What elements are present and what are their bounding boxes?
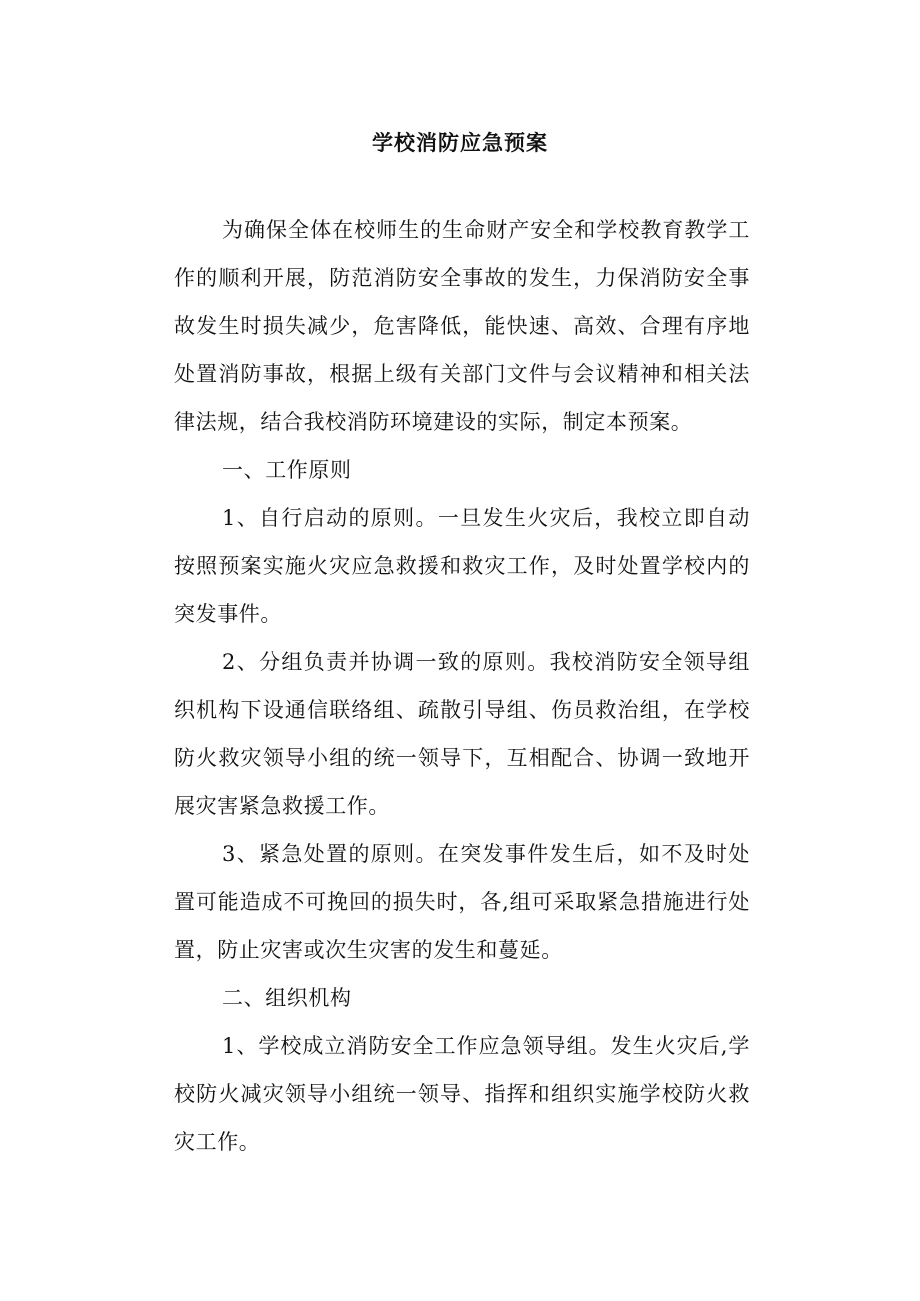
document-body: [174, 206, 750, 1166]
section-heading-principles: 一、工作原则: [222, 458, 352, 482]
document-title: 学校消防应急预案: [372, 131, 548, 155]
paragraph-intro: 为确保全体在校师生的生命财产安全和学校教育教学工作的顺利开展，防范消防安全事故的发生，力保消防安全事故发生时损失减少，危害降低，能快速、高效、合理有序地处置消防事故，根据上级有关部门文件与会议精神和相关法律法规，结合我校消防环境建设的实际，制定本预案。: [174, 218, 750, 434]
section-heading-organization: 二、组织机构: [222, 986, 352, 1010]
paragraph-principle-1: 1、自行启动的原则。一旦发生火灾后，我校立即自动按照预案实施火灾应急救援和救灾工作，及时处置学校内的突发事件。: [174, 506, 750, 626]
paragraph-principle-3: 3、紧急处置的原则。在突发事件发生后，如不及时处置可能造成不可挽回的损失时，各,组可采取紧急措施进行处置，防止灾害或次生灾害的发生和蔓延。: [174, 842, 750, 962]
paragraph-organization-1: 1、学校成立消防安全工作应急领导组。发生火灾后,学校防火减灾领导小组统一领导、指挥和组织实施学校防火救灾工作。: [174, 1034, 750, 1154]
paragraph-principle-2: 2、分组负责并协调一致的原则。我校消防安全领导组织机构下设通信联络组、疏散引导组、伤员救治组，在学校防火救灾领导小组的统一领导下，互相配合、协调一致地开展灾害紧急救援工作。: [174, 650, 750, 818]
